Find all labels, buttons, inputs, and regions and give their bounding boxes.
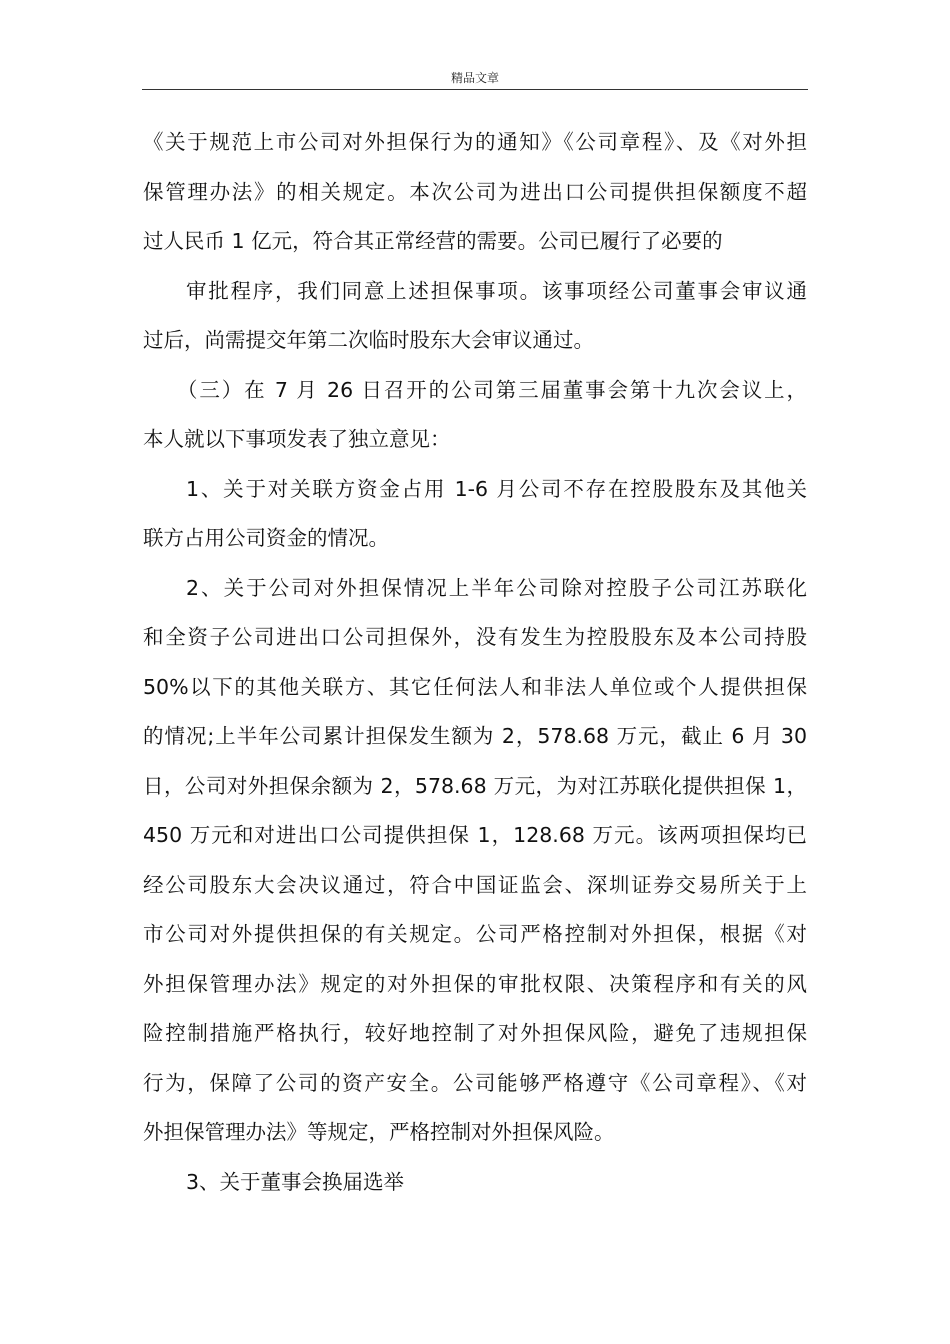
text-line: 险控制措施严格执行，较好地控制了对外担保风险，避免了违规担保 [143, 1021, 807, 1045]
text-line: 的情况;上半年公司累计担保发生额为 2，578.68 万元，截止 6 月 30 [143, 724, 807, 748]
text-line: 本人就以下事项发表了独立意见： [143, 427, 451, 451]
text-line: 和全资子公司进出口公司担保外，没有发生为控股股东及本公司持股 [143, 625, 807, 649]
text-line: 外担保管理办法》等规定，严格控制对外担保风险。 [143, 1120, 615, 1144]
text-line: 经公司股东大会决议通过，符合中国证监会、深圳证券交易所关于上 [143, 872, 807, 897]
text-line: 审批程序，我们同意上述担保事项。该事项经公司董事会审议通 [186, 278, 807, 303]
text-line: 保管理办法》的相关规定。本次公司为进出口公司提供担保额度不超 [143, 179, 807, 204]
document-body [143, 118, 807, 1207]
text-line: 50%以下的其他关联方、其它任何法人和非法人单位或个人提供担保 [143, 674, 807, 699]
text-line: （三）在 7 月 26 日召开的公司第三届董事会第十九次会议上， [177, 377, 807, 402]
text-line: 联方占用公司资金的情况。 [143, 526, 389, 550]
page-header: 精品文章 [450, 71, 499, 85]
text-line: 3、关于董事会换届选举 [186, 1169, 405, 1194]
header-divider [142, 89, 808, 90]
text-line: 日，公司对外担保余额为 2，578.68 万元，为对江苏联化提供担保 1， [143, 773, 807, 798]
text-line: 过人民币 1 亿元，符合其正常经营的需要。公司已履行了必要的 [143, 229, 723, 253]
text-line: 1、关于对关联方资金占用 1-6 月公司不存在控股股东及其他关 [186, 476, 807, 501]
text-line: 外担保管理办法》规定的对外担保的审批权限、决策程序和有关的风 [143, 971, 807, 996]
text-line: 行为，保障了公司的资产安全。公司能够严格遵守《公司章程》、《对 [143, 1070, 807, 1095]
text-line: 市公司对外提供担保的有关规定。公司严格控制对外担保，根据《对 [143, 922, 807, 946]
text-line: 《关于规范上市公司对外担保行为的通知》《公司章程》、及《对外担 [143, 130, 807, 154]
text-line: 450 万元和对进出口公司提供担保 1，128.68 万元。该两项担保均已 [143, 823, 807, 847]
text-line: 2、关于公司对外担保情况上半年公司除对控股子公司江苏联化 [186, 575, 807, 600]
text-line: 过后，尚需提交年第二次临时股东大会审议通过。 [143, 328, 594, 352]
